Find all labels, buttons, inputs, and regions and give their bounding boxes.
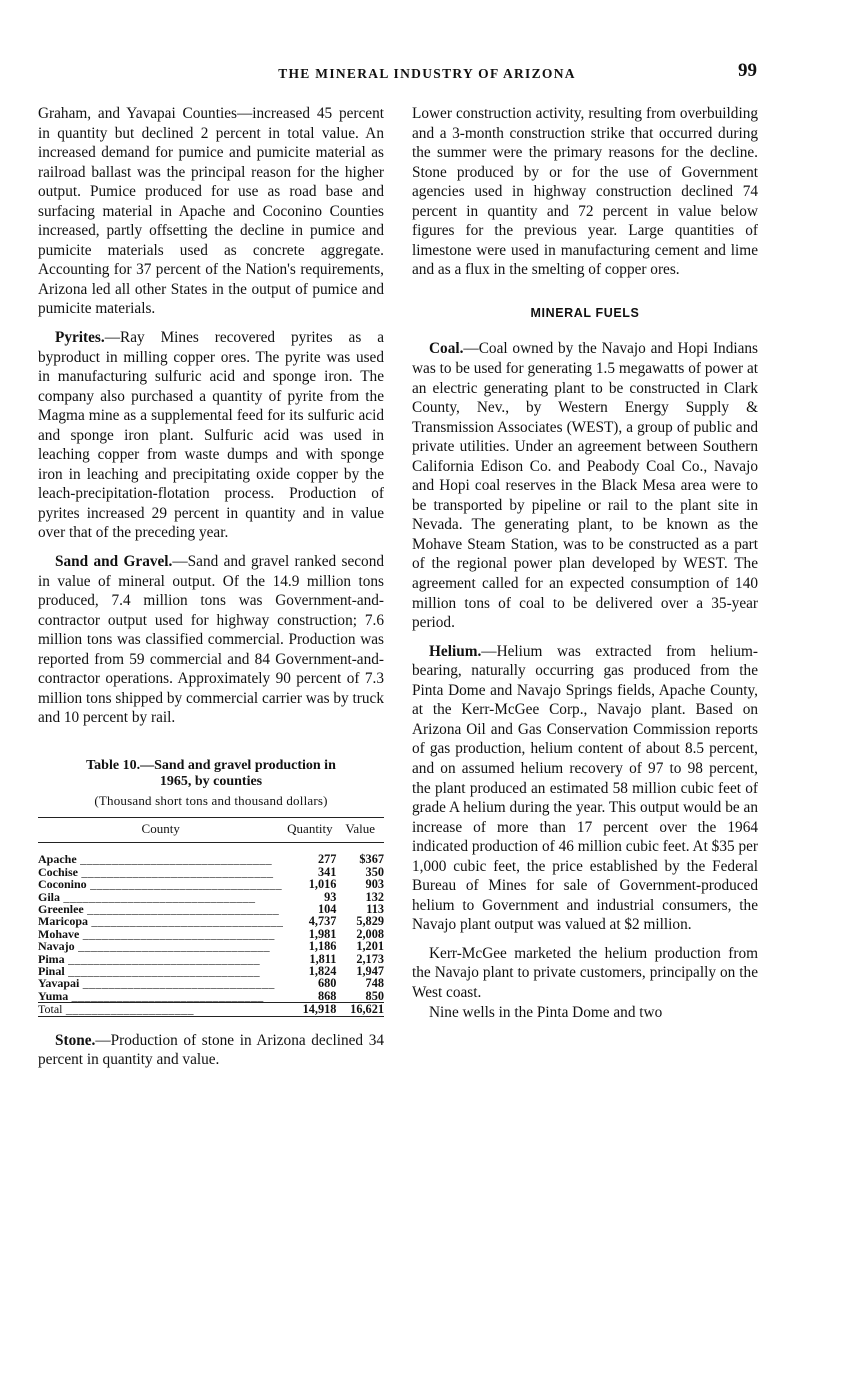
paragraph-helium	[412, 642, 758, 935]
county-name: Navajo	[38, 940, 75, 953]
helium-text: —Helium was extracted from helium-bearing, naturally occurring gas produced from the Pinta Dome and Navajo Springs fields, Apache County, at the Kerr-McGee Corp., Navajo plant. Based on Arizona Oil and Gas Conservation Commission reports of gas production, helium content of about 8.5 percent, and on assumed helium recovery of 97 to 98 percent, the plant produced an estimated 58 million cubic feet of grade A helium during the year. This output would be an increase of more than 17 percent over the 1964 indicated production of 46 million cubic feet. At $35 per 1,000 cubic feet, the price established by the Federal Bureau of Mines for sale of Government-produced helium to Government and industrial consumers, the Navajo plant output was valued at $2 million.	[412, 642, 758, 934]
county-cell	[38, 843, 283, 866]
dot-leader: ______________________________	[83, 902, 280, 916]
quantity-cell: 868	[317, 988, 337, 1003]
quantity-cell: 104	[317, 901, 337, 916]
value-cell: 1,201	[356, 939, 384, 954]
table-row	[38, 990, 384, 1003]
value-cell: 748	[365, 976, 384, 991]
paragraph-pyrites	[38, 328, 384, 543]
value-cell: 2,008	[356, 926, 384, 941]
paragraph-stone	[38, 1031, 384, 1070]
quantity-cell: 93	[324, 889, 337, 904]
value-cell: 1,947	[356, 964, 384, 979]
county-name: Apache	[38, 852, 77, 866]
table-total-row	[38, 1003, 384, 1016]
table-units: (Thousand short tons and thousand dollars)	[94, 792, 328, 808]
paragraph-nine-wells: Nine wells in the Pinta Dome and two	[429, 1003, 663, 1021]
dot-leader: ______________________________	[79, 977, 275, 990]
column-header-value: Value	[336, 817, 384, 842]
total-label: Total	[38, 1002, 63, 1017]
pyrites-text: —Ray Mines recovered pyrites as a byproduct in milling copper ores. The pyrite was used in manufacturing sulfuric acid and sponge iron. The company also purchased a quantity of pyrite from the Magma mine as a supplemental feed for its sulfuric acid and sponge iron plant. Sulfuric acid was used in leaching copper from waste dumps and with sponge iron in leaching and precipitating oxide copper by the leach-precipitation-flotation process. Production of pyrites increased 29 percent in quantity and in value over that of the preceding year.	[38, 329, 384, 542]
value-cell: 113	[366, 901, 384, 916]
dot-leader: ______________________________	[79, 927, 275, 941]
county-name: Pima	[38, 952, 65, 966]
total-quantity: 14,918	[283, 1003, 336, 1016]
county-cell	[38, 928, 283, 940]
quantity-cell: 680	[317, 976, 337, 991]
county-cell	[38, 891, 283, 903]
table-header-row	[38, 817, 384, 842]
table-row	[38, 915, 384, 927]
county-cell	[38, 915, 283, 927]
county-cell	[38, 878, 283, 890]
table-caption-line-1: Table 10.—Sand and gravel production in	[86, 757, 336, 773]
county-cell	[38, 866, 283, 878]
table-caption	[38, 758, 384, 790]
paragraph-stone-continued: Lower construction activity, resulting from overbuilding and a 3-month construction strike that occurred during the summer were the primary reasons for the decline. Stone produced by or for the use of Government agencies used in highway construction declined 74 percent in quantity and 72 percent in value below figures for the previous year. Large quantities of limestone were used in manufacturing cement and lime and as a flux in the smelting of copper ores.	[412, 105, 758, 279]
county-name: Gila	[38, 890, 61, 903]
dot-leader: ______________________________	[78, 865, 274, 879]
value-cell: 350	[365, 864, 384, 879]
dot-leader: ______________________________	[86, 878, 283, 891]
county-cell	[38, 953, 283, 965]
county-cell	[38, 940, 283, 952]
county-cell	[38, 965, 283, 977]
page-number: 99	[738, 60, 757, 81]
value-cell: 903	[365, 877, 384, 892]
column-header-county: County	[38, 817, 283, 842]
run-in-heading-sand-gravel: Sand and Gravel.	[55, 553, 173, 571]
column-header-quantity: Quantity	[283, 817, 336, 842]
table-row	[38, 940, 384, 952]
county-name: Cochise	[38, 865, 78, 879]
county-name: Greenlee	[38, 902, 84, 916]
section-heading-mineral-fuels: MINERAL FUELS	[530, 305, 640, 320]
dot-leader: ______________________________	[74, 940, 271, 953]
dot-leader: ______________________________	[64, 952, 261, 966]
table-row	[38, 977, 384, 989]
dot-leader: ____________________	[62, 1002, 194, 1017]
total-value: 16,621	[336, 1003, 384, 1016]
coal-text: —Coal owned by the Navajo and Hopi Indians was to be used for generating 1.5 megawatts of power at an electric generating plant to be constructed in Clark County, Nev., by Western Energy Supply & Transmission Associates (WEST), a group of public and private utilities. Under an agreement between Southern California Edison Co. and Peabody Coal Co., Navajo and Hopi coal reserves in the Black Mesa area were to be transported by pipeline or rail to the plant site in Nevada. The generating plant, to be known as the Mohave Steam Station, was to be constructed as a part of the regional power plan developed by WEST. The agreement called for an expected consumption of 140 million tons of coal to be delivered over a 35-year period.	[412, 340, 758, 632]
dot-leader: ______________________________	[60, 890, 256, 903]
dot-leader: ______________________________	[88, 915, 284, 928]
sand-gravel-table	[38, 817, 384, 1017]
value-cell: 850	[365, 988, 384, 1003]
running-header: THE MINERAL INDUSTRY OF ARIZONA	[278, 66, 576, 81]
quantity-cell: 4,737	[308, 914, 337, 929]
paragraph-pumice-continued: Graham, and Yavapai Counties—increased 45 percent in quantity but declined 2 percent in total value. An increased demand for pumice and pumicite material as railroad ballast was the principal reason for the higher output. Pumice produced for use as road base and surfacing material in Apache and Coconino Counties increased, partly offsetting the decline in pumice and pumicite materials used as concrete aggregate. Accounting for 37 percent of the Nation's requirements, Arizona led all other States in the output of pumice and pumicite materials.	[38, 105, 384, 318]
table-row	[38, 843, 384, 866]
table-caption-line-2: 1965, by counties	[159, 773, 263, 789]
county-name: Yuma	[38, 989, 69, 1003]
left-column	[38, 104, 384, 1070]
value-cell: 5,829	[356, 914, 384, 929]
run-in-heading-stone: Stone.	[55, 1031, 96, 1049]
dot-leader: ______________________________	[64, 965, 261, 978]
dot-leader: ______________________________	[68, 989, 264, 1003]
county-name: Mohave	[38, 927, 80, 941]
quantity-cell: 1,824	[308, 964, 337, 979]
quantity-cell: 341	[317, 864, 337, 879]
sand-gravel-text: —Sand and gravel ranked second in value of mineral output. Of the 14.9 million tons produced, 7.4 million tons was Government-and-contractor output used for highway construction; 7.6 million tons was classified commercial. Production was reported from 59 commercial and 84 Government-and-contractor operations. Approximately 90 percent of 7.3 million tons shipped by commercial carrier was by truck and 10 percent by rail.	[38, 553, 384, 727]
quantity-cell: 1,186	[308, 939, 337, 954]
county-name: Pinal	[38, 965, 65, 978]
right-column	[412, 104, 758, 1022]
total-label-cell	[38, 1003, 283, 1016]
value-cell: 132	[365, 889, 384, 904]
dot-leader: ______________________________	[76, 852, 273, 866]
stone-text: —Production of stone in Arizona declined 34 percent in quantity and value.	[38, 1031, 384, 1069]
quantity-cell: 277	[317, 852, 337, 867]
county-cell	[38, 990, 283, 1003]
county-name: Coconino	[38, 878, 87, 891]
value-cell: 2,173	[356, 951, 384, 966]
county-name: Yavapai	[38, 977, 80, 990]
quantity-cell: 1,811	[309, 951, 337, 966]
county-cell	[38, 903, 283, 915]
run-in-heading-coal: Coal.	[429, 340, 464, 358]
paragraph-coal	[412, 339, 758, 632]
paragraph-sand-gravel	[38, 552, 384, 728]
quantity-cell: 1,981	[308, 926, 337, 941]
county-name: Maricopa	[38, 915, 88, 928]
county-cell	[38, 977, 283, 989]
paragraph-kerr-mcgee: Kerr-McGee marketed the helium production from the Navajo plant to private customers, principally on the West coast.	[412, 944, 758, 1001]
run-in-heading-pyrites: Pyrites.	[55, 329, 105, 347]
table-row	[38, 878, 384, 890]
quantity-cell: 1,016	[308, 877, 337, 892]
value-cell: $367	[359, 852, 384, 867]
run-in-heading-helium: Helium.	[429, 642, 482, 660]
